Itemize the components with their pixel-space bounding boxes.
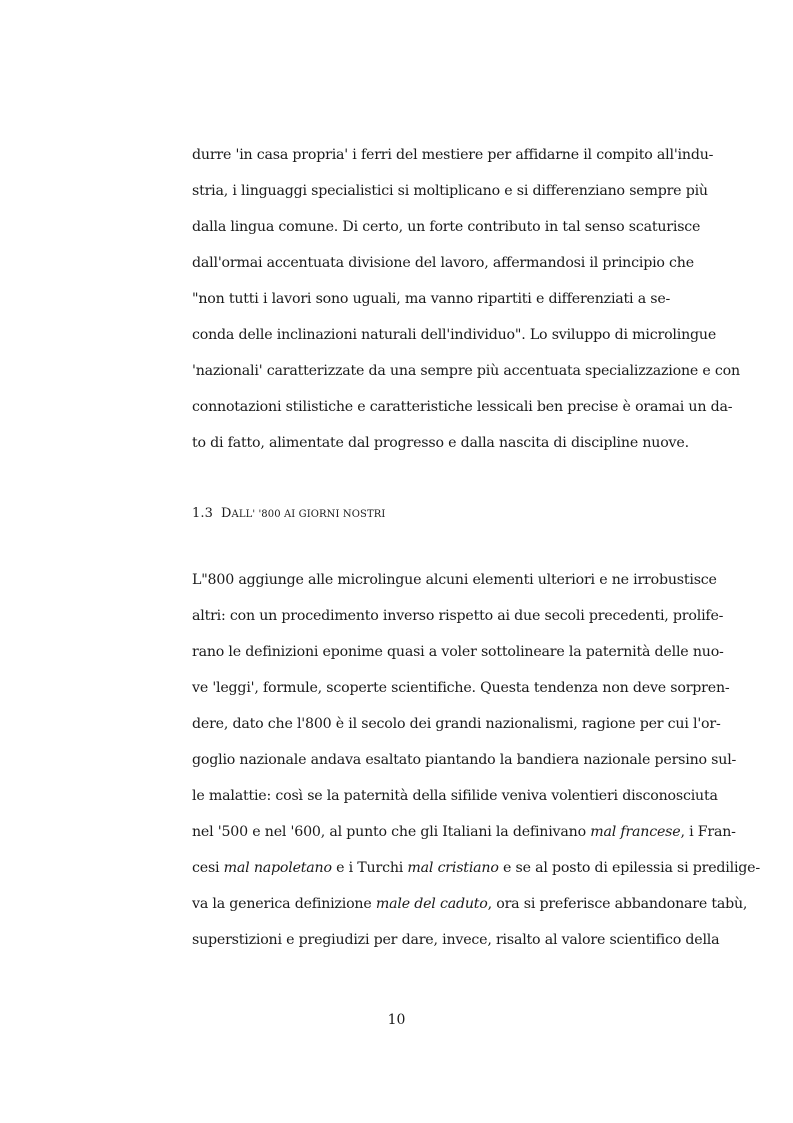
italic-term: mal napoletano [223, 860, 332, 876]
text-line: dere, dato che l'800 è il secolo dei grandi nazionalismi, ragione per cui l'or- [192, 716, 721, 732]
text-line: durre 'in casa propria' i ferri del mestiere per affidarne il compito all'indu- [192, 147, 714, 163]
text-line: le malattie: così se la paternità della sifilide veniva volentieri disconosciuta [192, 788, 718, 804]
text-line: va la generica definizione male del caduto, ora si preferisce abbandonare tabù, [192, 896, 748, 912]
text-line: rano le definizioni eponime quasi a voler sottolineare la paternità delle nuo- [192, 644, 724, 660]
text-line: goglio nazionale andava esaltato piantando la bandiera nazionale persino sul- [192, 752, 737, 768]
text-line: stria, i linguaggi specialistici si moltiplicano e si differenziano sempre più [192, 183, 708, 199]
italic-term: mal cristiano [407, 860, 499, 876]
text-line: nel '500 e nel '600, al punto che gli Italiani la definivano mal francese, i Fran- [192, 824, 736, 840]
text-line: connotazioni stilistiche e caratteristiche lessicali ben precise è oramai un da- [192, 399, 733, 415]
text-line: L"800 aggiunge alle microlingue alcuni elementi ulteriori e ne irrobustisce [192, 572, 717, 588]
section-number: 1.3 [192, 506, 213, 521]
section-title-initial: D [220, 506, 232, 521]
text-line: ve 'leggi', formule, scoperte scientifiche. Questa tendenza non deve sorpren- [192, 680, 730, 696]
section-title: ALL' '800 AI GIORNI NOSTRI [231, 509, 386, 520]
text-line: to di fatto, alimentate dal progresso e dalla nascita di discipline nuove. [192, 435, 689, 451]
text-line: conda delle inclinazioni naturali dell'individuo". Lo sviluppo di microlingue [192, 327, 717, 343]
section-heading [192, 504, 385, 525]
text-line: dalla lingua comune. Di certo, un forte contributo in tal senso scaturisce [192, 219, 701, 235]
italic-term: male del caduto [375, 896, 488, 912]
page-number: 10 [387, 1012, 406, 1028]
text-line: 'nazionali' caratterizzate da una sempre più accentuata specializzazione e con [192, 363, 740, 379]
text-line: altri: con un procedimento inverso rispetto ai due secoli precedenti, prolife- [192, 608, 724, 624]
text-line: dall'ormai accentuata divisione del lavoro, affermandosi il principio che [192, 255, 694, 271]
text-line: "non tutti i lavori sono uguali, ma vanno ripartiti e differenziati a se- [192, 291, 671, 307]
text-line: cesi mal napoletano e i Turchi mal cristiano e se al posto di epilessia si predilige- [192, 860, 760, 876]
text-line: superstizioni e pregiudizi per dare, invece, risalto al valore scientifico della [192, 932, 720, 948]
italic-term: mal francese [590, 824, 681, 840]
